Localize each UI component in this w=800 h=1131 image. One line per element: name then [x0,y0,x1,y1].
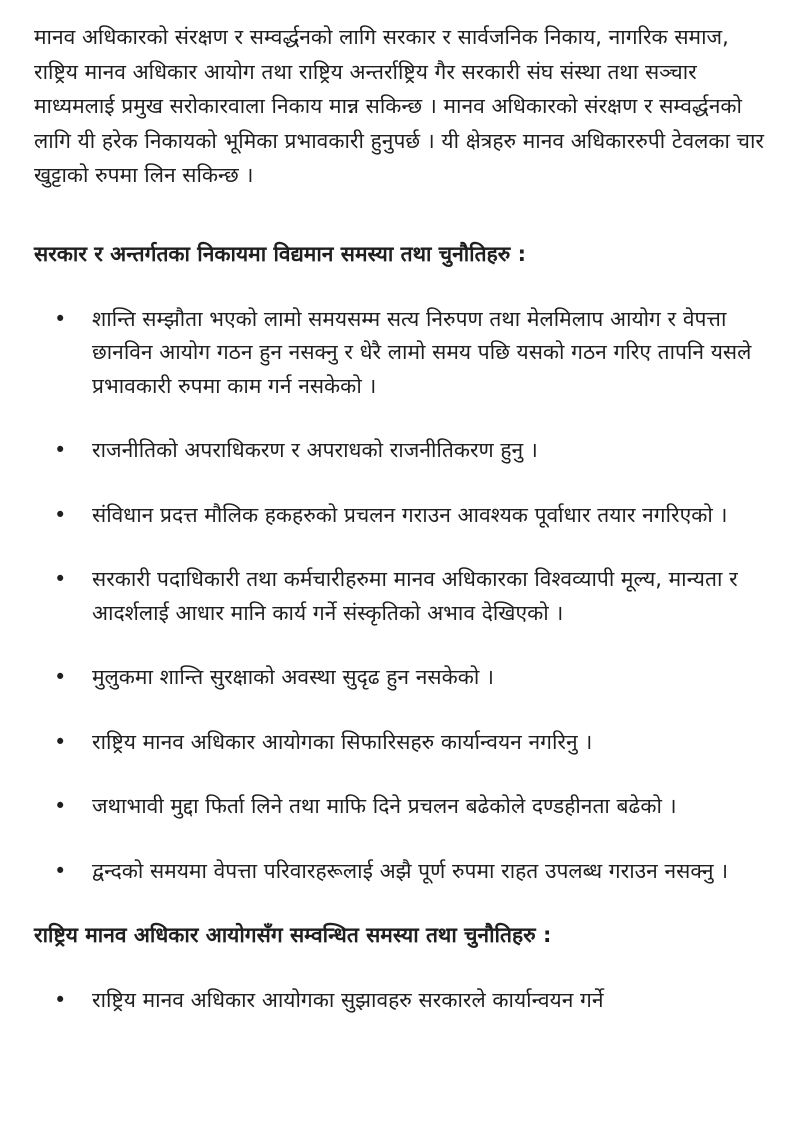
bullet-icon: • [54,438,67,462]
list-item [34,790,766,824]
list-item [34,726,766,760]
nhrc-issues-list [34,984,766,1018]
list-item-text: संविधान प्रदत्त मौलिक हकहरुको प्रचलन गराउन आवश्यक पूर्वाधार तयार नगरिएको । [92,502,728,527]
list-item-text: राष्ट्रिय मानव अधिकार आयोगका सिफारिसहरु कार्यान्वयन नगरिनु । [92,729,593,754]
list-item [34,661,766,695]
government-issues-list [34,303,766,889]
intro-paragraph: मानव अधिकारको संरक्षण र सम्वर्द्धनको लागि सरकार र सार्वजनिक निकाय, नागरिक समाज, राष्ट्रिय मानव अधिकार आयोग तथा राष्ट्रिय अन्तर्राष्ट्रिय गैर सरकारी संघ संस्था तथा सञ्चार माध्यमलाई प्रमुख सरोकारवाला निकाय मान्न सकिन्छ । मानव अधिकारको संरक्षण र सम्वर्द्धनको लागि यी हरेक निकायको भूमिका प्रभावकारी हुनुपर्छ । यी क्षेत्रहरु मानव अधिकाररुपी टेवलका चार खुट्टाको रुपमा लिन सकिन्छ । [34,25,764,187]
list-item-text: जथाभावी मुद्दा फिर्ता लिने तथा माफि दिने प्रचलन बढेकोले दण्डहीनता बढेको । [92,794,677,818]
section-heading-government-issues: सरकार र अन्तर्गतका निकायमा विद्यमान समस्या तथा चुनौतिहरु : [34,241,527,266]
list-item-text: सरकारी पदाधिकारी तथा कर्मचारीहरुमा मानव अधिकारका विश्वव्यापी मूल्य, मान्यता र आदर्शलाई आधार मानि कार्य गर्ने संस्कृतिको अभाव देखिएको । [92,567,738,625]
list-item [34,303,766,404]
bullet-icon: • [54,729,67,754]
bullet-icon: • [54,858,67,883]
list-item [34,563,766,630]
list-item-text: शान्ति सम्झौता भएको लामो समयसम्म सत्य निरुपण तथा मेलमिलाप आयोग र वेपत्ता छानविन आयोग गठन हुन नसक्नु र धेरै लामो समय पछि यसको गठन गरिए तापनि यसले प्रभावकारी रुपमा काम गर्न नसकेको । [92,306,752,398]
list-item [34,434,766,468]
list-item [34,499,766,533]
list-item-text: द्वन्दको समयमा वेपत्ता परिवारहरूलाई अझै पूर्ण रुपमा राहत उपलब्ध गराउन नसक्नु । [92,858,729,883]
list-item [34,984,766,1018]
list-item [34,855,766,889]
section-heading-nhrc-issues: राष्ट्रिय मानव अधिकार आयोगसँग सम्वन्धित समस्या तथा चुनौतिहरु : [34,923,552,947]
bullet-icon: • [54,794,67,818]
bullet-icon: • [54,502,67,527]
bullet-icon: • [54,306,67,331]
list-item-text: राजनीतिको अपराधिकरण र अपराधको राजनीतिकरण हुनु । [92,438,538,462]
bullet-icon: • [54,988,67,1012]
list-item-text: मुलुकमा शान्ति सुरक्षाको अवस्था सुदृढ हुन नसकेको । [92,665,494,689]
bullet-icon: • [54,665,67,689]
bullet-icon: • [54,567,67,591]
list-item-text: राष्ट्रिय मानव अधिकार आयोगका सुझावहरु सरकारले कार्यान्वयन गर्ने [92,988,604,1012]
